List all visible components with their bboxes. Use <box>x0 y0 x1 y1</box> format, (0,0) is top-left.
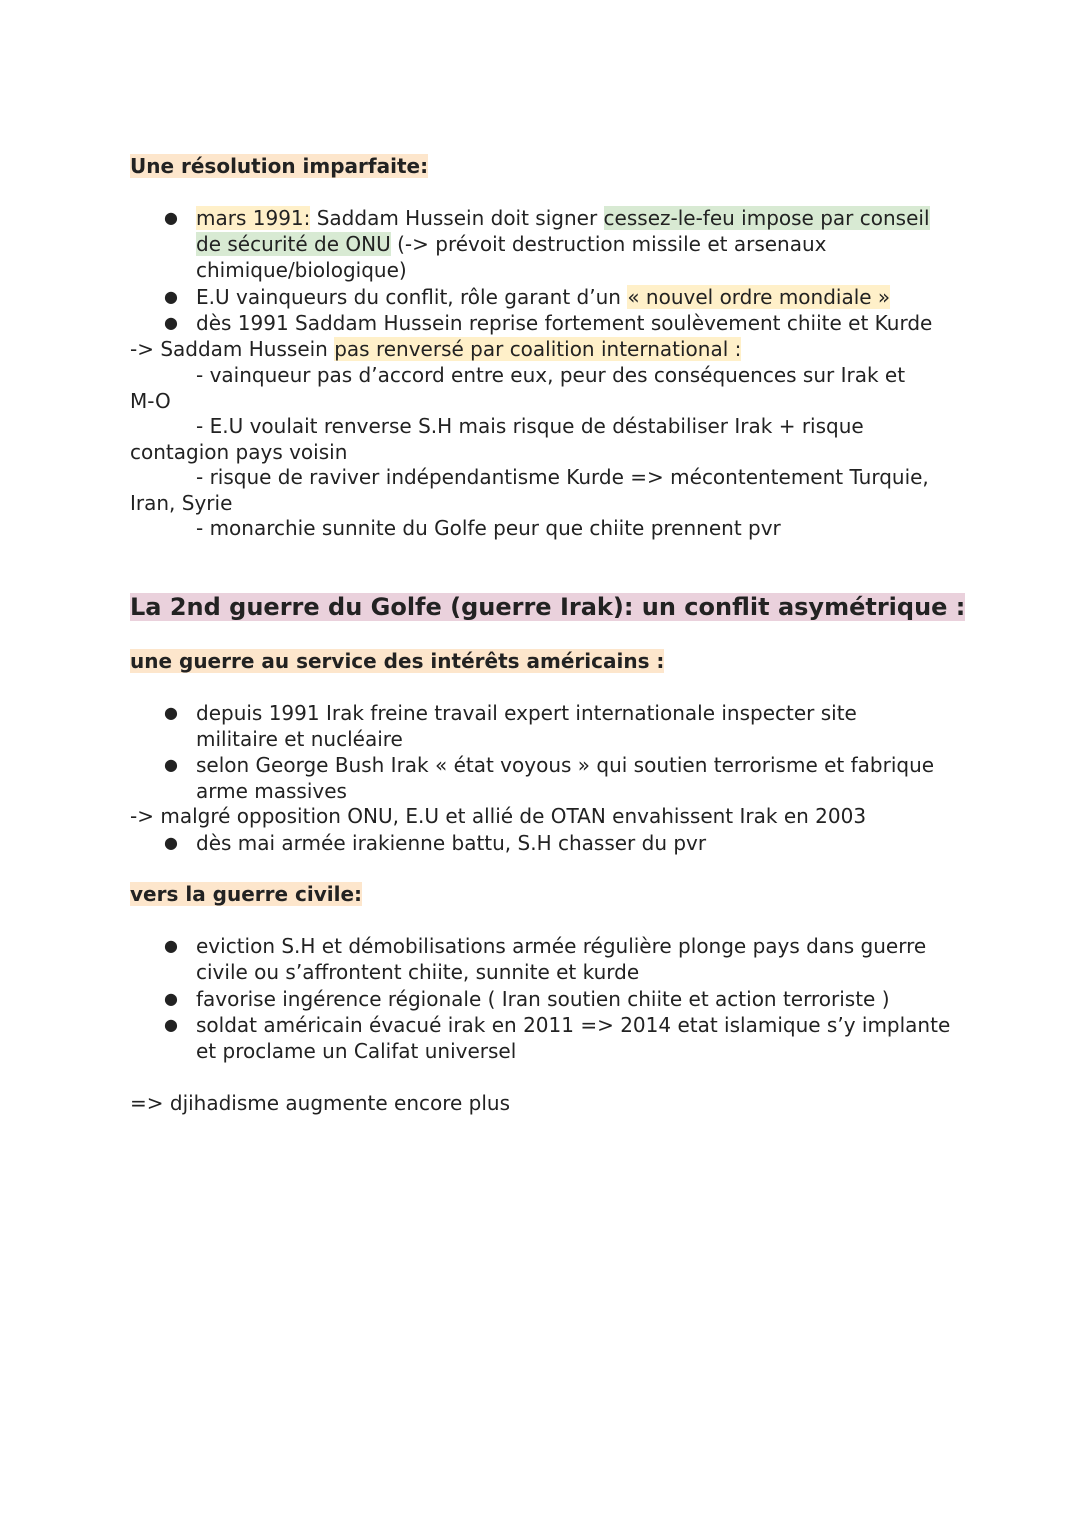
dash-item: - vainqueur pas d’accord entre eux, peur des conséquences sur Irak et <box>196 363 906 387</box>
list-item <box>196 205 930 231</box>
highlight-text: pas renversé par coalition international : <box>334 337 742 361</box>
heading-text: Une résolution imparfaite: <box>130 154 429 178</box>
bullet-icon: ● <box>164 833 178 852</box>
text: Saddam Hussein doit signer <box>310 206 604 230</box>
subheading-text: une guerre au service des intérêts américains : <box>130 649 665 673</box>
dash-item: - E.U voulait renverse S.H mais risque de déstabiliser Irak + risque <box>196 414 864 438</box>
section-title <box>130 591 965 623</box>
dash-item-continuation: Iran, Syrie <box>130 491 233 515</box>
highlight-text: « nouvel ordre mondiale » <box>627 285 891 309</box>
dash-item: - risque de raviver indépendantisme Kurde => mécontentement Turquie, <box>196 465 929 489</box>
bullet-icon: ● <box>164 703 178 722</box>
subheading <box>130 648 664 674</box>
text: E.U vainqueurs du conflit, rôle garant d’un <box>196 285 628 309</box>
conclusion: => djihadisme augmente encore plus <box>130 1091 511 1115</box>
list-item-continuation: chimique/biologique) <box>196 258 407 282</box>
bullet-icon: ● <box>164 936 178 955</box>
list-item: dès mai armée irakienne battu, S.H chasser du pvr <box>196 831 707 855</box>
list-item-continuation <box>196 231 826 257</box>
arrow-line: -> malgré opposition ONU, E.U et allié de OTAN envahissent Irak en 2003 <box>130 804 867 828</box>
list-item-continuation: militaire et nucléaire <box>196 727 403 751</box>
title-text: La 2nd guerre du Golfe (guerre Irak): un conflit asymétrique : <box>130 593 966 621</box>
highlight-date: mars 1991: <box>196 206 311 230</box>
text: (-> prévoit destruction missile et arsenaux <box>390 232 827 256</box>
arrow-line <box>130 336 741 362</box>
list-item: depuis 1991 Irak freine travail expert internationale inspecter site <box>196 701 857 725</box>
highlight-text: cessez-le-feu impose par conseil <box>603 206 930 230</box>
dash-item: - monarchie sunnite du Golfe peur que chiite prennent pvr <box>196 516 781 540</box>
bullet-icon: ● <box>164 989 178 1008</box>
subheading-text: vers la guerre civile: <box>130 882 363 906</box>
bullet-icon: ● <box>164 1015 178 1034</box>
text: -> Saddam Hussein <box>130 337 335 361</box>
bullet-icon: ● <box>164 313 178 332</box>
list-item: dès 1991 Saddam Hussein reprise fortement soulèvement chiite et Kurde <box>196 311 933 335</box>
bullet-icon: ● <box>164 287 178 306</box>
dash-item-continuation: M-O <box>130 389 171 413</box>
list-item-continuation: arme massives <box>196 779 347 803</box>
list-item-continuation: et proclame un Califat universel <box>196 1039 517 1063</box>
list-item <box>196 284 890 310</box>
subheading <box>130 881 362 907</box>
highlight-text: de sécurité de ONU <box>196 232 391 256</box>
list-item-continuation: civile ou s’affrontent chiite, sunnite et kurde <box>196 960 640 984</box>
list-item: eviction S.H et démobilisations armée régulière plonge pays dans guerre <box>196 934 927 958</box>
section-heading <box>130 153 428 179</box>
list-item: selon George Bush Irak « état voyous » qui soutien terrorisme et fabrique <box>196 753 935 777</box>
dash-item-continuation: contagion pays voisin <box>130 440 348 464</box>
list-item: favorise ingérence régionale ( Iran soutien chiite et action terroriste ) <box>196 987 890 1011</box>
bullet-icon: ● <box>164 208 178 227</box>
bullet-icon: ● <box>164 755 178 774</box>
list-item: soldat américain évacué irak en 2011 => 2014 etat islamique s’y implante <box>196 1013 951 1037</box>
